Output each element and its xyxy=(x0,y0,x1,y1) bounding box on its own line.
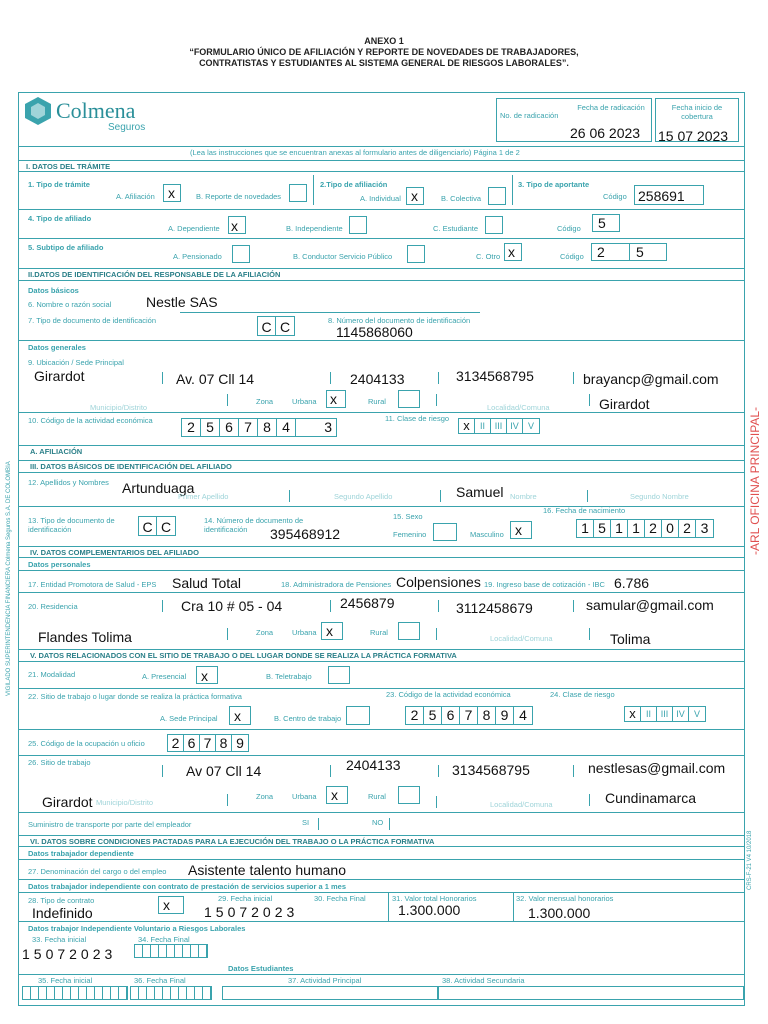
f33-value[interactable]: 15072023 xyxy=(22,946,117,962)
segundo-nombre-label: Segundo Nombre xyxy=(630,492,689,501)
actividad-cell: 4 xyxy=(277,419,296,436)
sitio-celular[interactable]: 3134568795 xyxy=(452,762,530,778)
doc-cell: C xyxy=(139,517,157,535)
codigo-subtipo-label: Código xyxy=(560,252,584,261)
actividad-cell: 3 xyxy=(324,419,332,435)
tipo-tramite-label: 1. Tipo de trámite xyxy=(28,180,90,189)
presencial-label: A. Presencial xyxy=(142,672,187,681)
actividad-cell: 2 xyxy=(406,707,424,724)
presencial-mark: x xyxy=(201,668,208,684)
independiente-label: B. Independiente xyxy=(286,224,343,233)
localidad-label: Localidad/Comuna xyxy=(490,800,553,809)
primer-apellido-label: Primer Apellido xyxy=(178,492,229,501)
f34-label: 34. Fecha Final xyxy=(138,935,190,944)
contrato-mark: x xyxy=(163,897,170,913)
transporte-si-label: SI xyxy=(302,818,310,827)
radicacion-no-label: No. de radicación xyxy=(500,111,559,120)
riesgo-sitio-label: 24. Clase de riesgo xyxy=(550,690,615,699)
datos-generales-label: Datos generales xyxy=(28,343,86,352)
divider xyxy=(318,818,319,830)
logo-sub: Seguros xyxy=(108,122,146,133)
rural-checkbox[interactable] xyxy=(398,390,420,408)
f36-grid[interactable] xyxy=(130,986,212,1000)
section-datos-basicos-afiliado: III. DATOS BÁSICOS DE IDENTIFICACIÓN DEL AFILIADO xyxy=(18,460,745,471)
section-condiciones: VI. DATOS SOBRE CONDICIONES PACTADAS PARA LA EJECUCIÓN DEL TRABAJO O LA PRÁCTICA FORMATIVA xyxy=(18,835,745,846)
f36-label: 36. Fecha Final xyxy=(134,976,186,985)
sitio-urbana-mark: x xyxy=(331,787,338,803)
nacimiento-label: 16. Fecha de nacimiento xyxy=(543,506,626,515)
actividad-cell: 7 xyxy=(239,419,258,436)
transporte-no-label: NO xyxy=(372,818,384,827)
actividad-sitio-label: 23. Código de la actividad económica xyxy=(386,690,511,699)
codigo-aportante-value: 258691 xyxy=(638,188,685,204)
afp-value[interactable]: Colpensiones xyxy=(396,574,481,590)
ubicacion-label: 9. Ubicación / Sede Principal xyxy=(28,358,124,367)
annex-label: ANEXO 1 xyxy=(364,36,404,46)
urbana-label: Urbana xyxy=(292,792,317,801)
transporte-label: Suministro de transporte por parte del empleador xyxy=(28,820,192,829)
datos-personales-label: Datos personales xyxy=(28,560,91,569)
tipo-aportante-label: 3. Tipo de aportante xyxy=(518,180,590,189)
eps-label: 17. Entidad Promotora de Salud - EPS xyxy=(28,580,157,589)
form-header xyxy=(0,36,768,69)
date-cell: 5 xyxy=(594,520,611,537)
masculino-mark: x xyxy=(515,522,522,538)
otro-mark: x xyxy=(508,244,515,260)
date-cell: 2 xyxy=(679,520,696,537)
residencia-departamento[interactable]: Tolima xyxy=(610,631,651,647)
actividad-sitio-cells[interactable] xyxy=(405,706,533,725)
actividad-cells[interactable] xyxy=(181,418,337,437)
codigo-afiliado-label: Código xyxy=(557,224,581,233)
localidad-label: Localidad/Comuna xyxy=(487,403,550,412)
ocupacion-cells[interactable] xyxy=(167,734,249,752)
segundo-apellido-label: Segundo Apellido xyxy=(334,492,393,501)
direccion-responsable[interactable]: Av. 07 Cll 14 xyxy=(176,371,255,387)
voluntario-label: Datos trabajor Independiente Voluntario a Riesgos Laborales xyxy=(28,924,246,933)
valor-mensual-label: 32. Valor mensual honorarios xyxy=(516,894,614,903)
logo-name: Colmena xyxy=(56,98,136,123)
actividad-cell: 4 xyxy=(519,707,527,723)
estudiantes-label: Datos Estudiantes xyxy=(228,964,294,973)
risk-level[interactable]: V xyxy=(527,421,534,431)
riesgo-selector[interactable] xyxy=(458,418,540,434)
zona-label: Zona xyxy=(256,397,274,406)
actividad-cell: 2 xyxy=(182,419,201,436)
side-vigilado-text: VIGILADO SUPERINTENDENCIA FINANCIERA Colmena Seguros S.A. DE COLOMBIA xyxy=(6,461,12,696)
modalidad-label: 21. Modalidad xyxy=(28,670,76,679)
centro-trabajo-label: B. Centro de trabajo xyxy=(274,714,342,723)
ibc-value[interactable]: 6.786 xyxy=(614,575,650,591)
individual-label: A. Individual xyxy=(360,194,401,203)
risk-level-i[interactable]: x xyxy=(459,419,475,433)
sitio-departamento[interactable]: Cundinamarca xyxy=(605,790,697,806)
contrato-checkbox[interactable] xyxy=(158,896,184,914)
f38-field[interactable] xyxy=(438,986,744,1000)
f37-label: 37. Actividad Principal xyxy=(288,976,362,985)
actividad-cell: 6 xyxy=(442,707,460,724)
section-sitio-trabajo: V. DATOS RELACIONADOS CON EL SITIO DE TRABAJO O DEL LUGAR DONDE SE REALIZA LA PRÁCTICA FORMATIVA xyxy=(18,649,745,660)
tipo-afiliado-label: 4. Tipo de afiliado xyxy=(28,214,92,223)
fecha-inicial-value[interactable]: 15072023 xyxy=(204,904,299,920)
sitio-telefono[interactable]: 2404133 xyxy=(346,757,401,773)
residencia-email[interactable]: samular@gmail.com xyxy=(586,597,714,613)
codigo-afiliado-value: 5 xyxy=(598,215,606,231)
colmena-logo-icon xyxy=(24,96,52,126)
f38-label: 38. Actividad Secundaria xyxy=(442,976,525,985)
divider xyxy=(513,893,514,921)
pensionado-checkbox[interactable] xyxy=(232,245,250,263)
divider xyxy=(313,175,314,205)
sitio-practica-label: 22. Sitio de trabajo o lugar donde se realiza la práctica formativa xyxy=(28,692,242,701)
section-tramite: I. DATOS DEL TRÁMITE xyxy=(18,160,745,171)
fecha-final-label: 30. Fecha Final xyxy=(314,894,366,903)
valor-total-label: 31. Valor total Honorarios xyxy=(392,894,477,903)
doc-cell: C xyxy=(258,317,276,335)
risk-level[interactable]: IV xyxy=(507,419,523,433)
teletrabajo-label: B. Teletrabajo xyxy=(266,672,312,681)
tipo-doc-responsable-label: 7. Tipo de documento de identificación xyxy=(28,316,157,325)
sitio-rural-checkbox[interactable] xyxy=(398,786,420,804)
risk-level-i[interactable]: x xyxy=(625,707,641,721)
apellidos-label: 12. Apellidos y Nombres xyxy=(28,478,109,487)
datos-basicos-label: Datos básicos xyxy=(28,286,79,295)
ocupacion-cell: 6 xyxy=(184,735,200,751)
sede-principal-mark: x xyxy=(234,708,241,724)
date-cell: 1 xyxy=(611,520,628,537)
masculino-label: Masculino xyxy=(470,530,504,539)
codigo-subtipo-1: 2 xyxy=(597,244,605,260)
razon-social-label: 6. Nombre o razón social xyxy=(28,300,112,309)
riesgo-label: 11. Clase de riesgo xyxy=(385,414,450,423)
section-afiliacion: A. AFILIACIÓN xyxy=(18,445,745,456)
cargo-value[interactable]: Asistente talento humano xyxy=(188,862,346,878)
form-title-line1: “FORMULARIO ÚNICO DE AFILIACIÓN Y REPORTE DE NOVEDADES DE TRABAJADORES, xyxy=(189,47,579,57)
zona-label: Zona xyxy=(256,792,274,801)
colectiva-checkbox[interactable] xyxy=(488,187,506,205)
email-responsable[interactable]: brayancp@gmail.com xyxy=(583,371,719,387)
actividad-cell: 6 xyxy=(220,419,239,436)
individual-mark: x xyxy=(411,188,418,204)
contrato-label: 28. Tipo de contrato xyxy=(28,896,95,905)
divider xyxy=(512,175,513,205)
codigo-subtipo-2: 5 xyxy=(636,244,644,260)
side-office-text: -ARL OFICINA PRINCIPAL- xyxy=(748,406,762,555)
urbana-label: Urbana xyxy=(292,397,317,406)
centro-trabajo-checkbox[interactable] xyxy=(346,706,370,725)
date-cell: 1 xyxy=(577,520,594,537)
urbana-label: Urbana xyxy=(292,628,317,637)
dependiente-label: A. Dependiente xyxy=(168,224,220,233)
risk-level[interactable]: II xyxy=(475,419,491,433)
radicacion-fecha-label: Fecha de radicación xyxy=(577,103,645,112)
risk-level[interactable]: IV xyxy=(673,707,689,721)
doc-cell: C xyxy=(160,519,172,535)
sitio-email[interactable]: nestlesas@gmail.com xyxy=(588,760,726,776)
residencia-label: 20. Residencia xyxy=(28,602,78,611)
localidad-value[interactable]: Girardot xyxy=(599,396,650,412)
trabajador-independiente-label: Datos trabajador independiente con contrato de prestación de servicios superior a 1 mes xyxy=(28,882,347,891)
afp-label: 18. Administradora de Pensiones xyxy=(281,580,392,589)
sitio-direccion[interactable]: Av 07 Cll 14 xyxy=(186,763,262,779)
num-doc-responsable-value[interactable]: 1145868060 xyxy=(336,324,413,340)
femenino-checkbox[interactable] xyxy=(433,523,457,541)
afiliacion-option-label: A. Afiliación xyxy=(116,192,155,201)
trabajador-dependiente-label: Datos trabajador dependiente xyxy=(28,849,134,858)
femenino-label: Femenino xyxy=(393,530,427,539)
nacimiento-cells[interactable] xyxy=(576,519,714,538)
ocupacion-cell: 9 xyxy=(236,735,244,751)
cobertura-label: Fecha inicio de cobertura xyxy=(671,103,723,121)
razon-social-value[interactable]: Nestle SAS xyxy=(146,294,218,310)
codigo-afiliado-field[interactable] xyxy=(592,214,620,232)
ocupacion-cell: 8 xyxy=(216,735,232,751)
primer-apellido-value[interactable]: Artunduaga xyxy=(122,480,195,496)
form-code-text: CRS-F-21 V4 10/2018 xyxy=(747,830,753,890)
cargo-label: 27. Denominación del cargo o del empleo xyxy=(28,867,167,876)
tipo-afiliacion-label: 2.Tipo de afiliación xyxy=(320,180,388,189)
sede-principal-label: A. Sede Principal xyxy=(160,714,218,723)
nombre-value[interactable]: Samuel xyxy=(456,484,504,500)
risk-level[interactable]: II xyxy=(641,707,657,721)
ibc-label: 19. Ingreso base de cotización - IBC xyxy=(484,580,605,589)
residencia-telefono[interactable]: 2456879 xyxy=(340,595,395,611)
actividad-cell: 5 xyxy=(424,707,442,724)
reporte-option-label: B. Reporte de novedades xyxy=(196,192,282,201)
conductor-checkbox[interactable] xyxy=(407,245,425,263)
ciudad-responsable[interactable]: Girardot xyxy=(34,368,85,384)
risk-level[interactable]: III xyxy=(491,419,507,433)
section-complementarios: IV. DATOS COMPLEMENTARIOS DEL AFILIADO xyxy=(18,546,745,557)
municipio-label: Municipio/Distrito xyxy=(96,798,154,807)
risk-level[interactable]: III xyxy=(657,707,673,721)
eps-value[interactable]: Salud Total xyxy=(172,575,242,591)
actividad-cell: 8 xyxy=(258,419,277,436)
actividad-cell: 5 xyxy=(201,419,220,436)
pensionado-label: A. Pensionado xyxy=(173,252,222,261)
colectiva-label: B. Colectiva xyxy=(441,194,482,203)
residencia-direccion[interactable]: Cra 10 # 05 - 04 xyxy=(181,598,283,614)
date-cell: 3 xyxy=(700,520,709,536)
rural-label: Rural xyxy=(368,397,386,406)
ocupacion-cell: 2 xyxy=(168,735,184,751)
f35-grid[interactable] xyxy=(22,986,128,1000)
sitio-trabajo-label: 26. Sitio de trabajo xyxy=(28,758,91,767)
valor-mensual-value[interactable]: 1.300.000 xyxy=(528,905,591,921)
tipo-doc-afiliado-cells[interactable] xyxy=(138,516,176,536)
doc-cell: C xyxy=(279,319,291,335)
reporte-checkbox[interactable] xyxy=(289,184,307,202)
divider xyxy=(388,893,389,921)
date-cell: 0 xyxy=(662,520,679,537)
f33-label: 33. Fecha inicial xyxy=(32,935,87,944)
radicacion-fecha-value[interactable]: 26 06 2023 xyxy=(570,125,641,141)
nombre-label: Nombre xyxy=(510,492,537,501)
actividad-cell: 9 xyxy=(496,707,514,724)
residencia-celular[interactable]: 3112458679 xyxy=(456,600,533,616)
teletrabajo-checkbox[interactable] xyxy=(328,666,350,684)
urbana-mark: x xyxy=(330,391,337,407)
estudiante-label: C. Estudiante xyxy=(433,224,479,233)
contrato-value[interactable]: Indefinido xyxy=(32,905,93,921)
celular-responsable[interactable]: 3134568795 xyxy=(456,368,534,384)
num-doc-afiliado-label: 14. Número de documento de identificación xyxy=(204,516,304,534)
otro-label: C. Otro xyxy=(476,252,501,261)
telefono-responsable[interactable]: 2404133 xyxy=(350,371,405,387)
residencia-ciudad[interactable]: Flandes Tolima xyxy=(38,629,132,645)
estudiante-checkbox[interactable] xyxy=(485,216,503,234)
rural-label: Rural xyxy=(368,792,386,801)
codigo-aportante-label: Código xyxy=(603,192,627,201)
actividad-label: 10. Código de la actividad económica xyxy=(28,416,153,425)
actividad-cell: 8 xyxy=(478,707,496,724)
ocupacion-label: 25. Código de la ocupación u oficio xyxy=(28,739,145,748)
riesgo-sitio-selector[interactable] xyxy=(624,706,706,722)
dependiente-mark: x xyxy=(231,218,238,234)
tipo-doc-afiliado-label: 13. Tipo de documento de identificación xyxy=(28,516,115,534)
tipo-doc-responsable-cells[interactable] xyxy=(257,316,295,336)
instructions-text: (Lea las instrucciones que se encuentran anexas al formulario antes de diligenciarlo) Página 1 de 2 xyxy=(190,148,520,157)
localidad-label: Localidad/Comuna xyxy=(490,634,553,643)
section-responsable: II.DATOS DE IDENTIFICACIÓN DEL RESPONSABLE DE LA AFILIACIÓN xyxy=(18,268,745,279)
cobertura-value[interactable]: 15 07 2023 xyxy=(658,128,729,144)
risk-level[interactable]: V xyxy=(693,709,700,719)
rural-label: Rural xyxy=(370,628,388,637)
valor-total-value[interactable]: 1.300.000 xyxy=(398,902,461,918)
subtipo-label: 5. Subtipo de afiliado xyxy=(28,243,104,252)
sexo-label: 15. Sexo xyxy=(393,512,423,521)
num-doc-responsable-label: 8. Número del documento de identificación xyxy=(328,316,471,325)
divider xyxy=(389,818,390,830)
zona-label: Zona xyxy=(256,628,274,637)
ocupacion-cell: 7 xyxy=(200,735,216,751)
afiliacion-mark: x xyxy=(168,185,175,201)
divider xyxy=(629,243,630,261)
residencia-urbana-mark: x xyxy=(326,623,333,639)
date-cell: 2 xyxy=(645,520,662,537)
independiente-checkbox[interactable] xyxy=(349,216,367,234)
sitio-ciudad[interactable]: Girardot xyxy=(42,794,93,810)
conductor-label: B. Conductor Servicio Público xyxy=(293,252,393,261)
f37-field[interactable] xyxy=(222,986,438,1000)
actividad-cell: 7 xyxy=(460,707,478,724)
municipio-label: Municipio/Distrito xyxy=(90,403,148,412)
num-doc-afiliado-value[interactable]: 395468912 xyxy=(270,526,341,542)
f34-grid[interactable] xyxy=(134,944,208,958)
date-cell: 1 xyxy=(628,520,645,537)
form-title-line2: CONTRATISTAS Y ESTUDIANTES AL SISTEMA GENERAL DE RIESGOS LABORALES”. xyxy=(199,58,569,68)
residencia-rural-checkbox[interactable] xyxy=(398,622,420,640)
f35-label: 35. Fecha inicial xyxy=(38,976,93,985)
fecha-inicial-label: 29. Fecha inicial xyxy=(218,894,273,903)
